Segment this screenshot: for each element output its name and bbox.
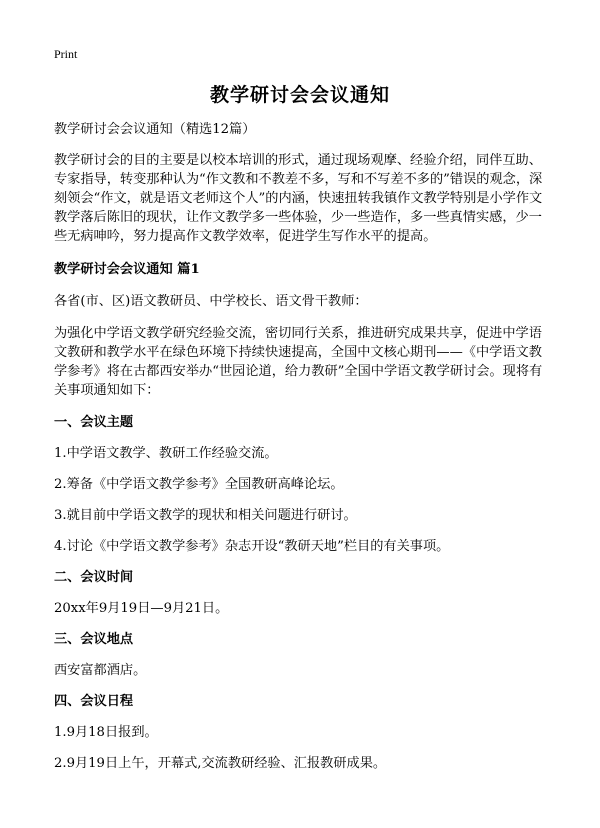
notice-paragraph: 为强化中学语文教学研究经验交流，密切同行关系，推进研究成果共享，促进中学语文教研和教学水平在绿色环境下持续快速提高，全国中文核心期刊——《中学语文教学参考》将在古都西安举办“世园论道，给力教研”全国中学语文教学研讨会。现将有关事项通知如下：: [54, 326, 543, 398]
print-link[interactable]: Print: [54, 47, 78, 61]
topic-item: 4.讨论《中学语文教学参考》杂志开设“教研天地”栏目的有关事项。: [54, 539, 450, 554]
page-title: 教学研讨会会议通知: [209, 84, 390, 106]
addressee-line: 各省(市、区)语文教研员、中学校长、语文骨干教师：: [54, 294, 368, 309]
topic-item: 3.就目前中学语文教学的现状和相关问题进行研讨。: [54, 508, 357, 523]
section-title: 教学研讨会会议通知 篇1: [54, 262, 200, 277]
heading-place: 三、会议地点: [54, 632, 134, 647]
schedule-item: 2.9月19日上午，开幕式,交流教研经验、汇报教研成果。: [54, 756, 387, 771]
topic-item: 1.中学语文教学、教研工作经验交流。: [54, 446, 278, 461]
document-subtitle: 教学研讨会会议通知（精选12篇）: [54, 122, 256, 137]
heading-topic: 一、会议主题: [54, 415, 134, 430]
meeting-time: 20xx年9月19日—9月21日。: [54, 601, 229, 616]
heading-time: 二、会议时间: [54, 570, 134, 585]
intro-paragraph: 教学研讨会的目的主要是以校本培训的形式，通过现场观摩、经验介绍，同伴互助、专家指导，转变那种认为“作文教和不教差不多，写和不写差不多的”错误的观念，深刻领会“作文，就是语文老师这个人”的内涵，快速扭转我镇作文教学特别是小学作文教学落后陈旧的现状，让作文教学多一些体验，少一些造作，多一些真情实感，少一些无病呻吟，努力提高作文教学效率，促进学生写作水平的提高。: [54, 153, 543, 244]
topic-item: 2.筹备《中学语文教学参考》全国教研高峰论坛。: [54, 477, 344, 492]
schedule-item: 1.9月18日报到。: [54, 725, 158, 740]
heading-schedule: 四、会议日程: [54, 694, 134, 709]
document-body: [54, 120, 550, 785]
meeting-place: 西安富都酒店。: [54, 663, 147, 678]
